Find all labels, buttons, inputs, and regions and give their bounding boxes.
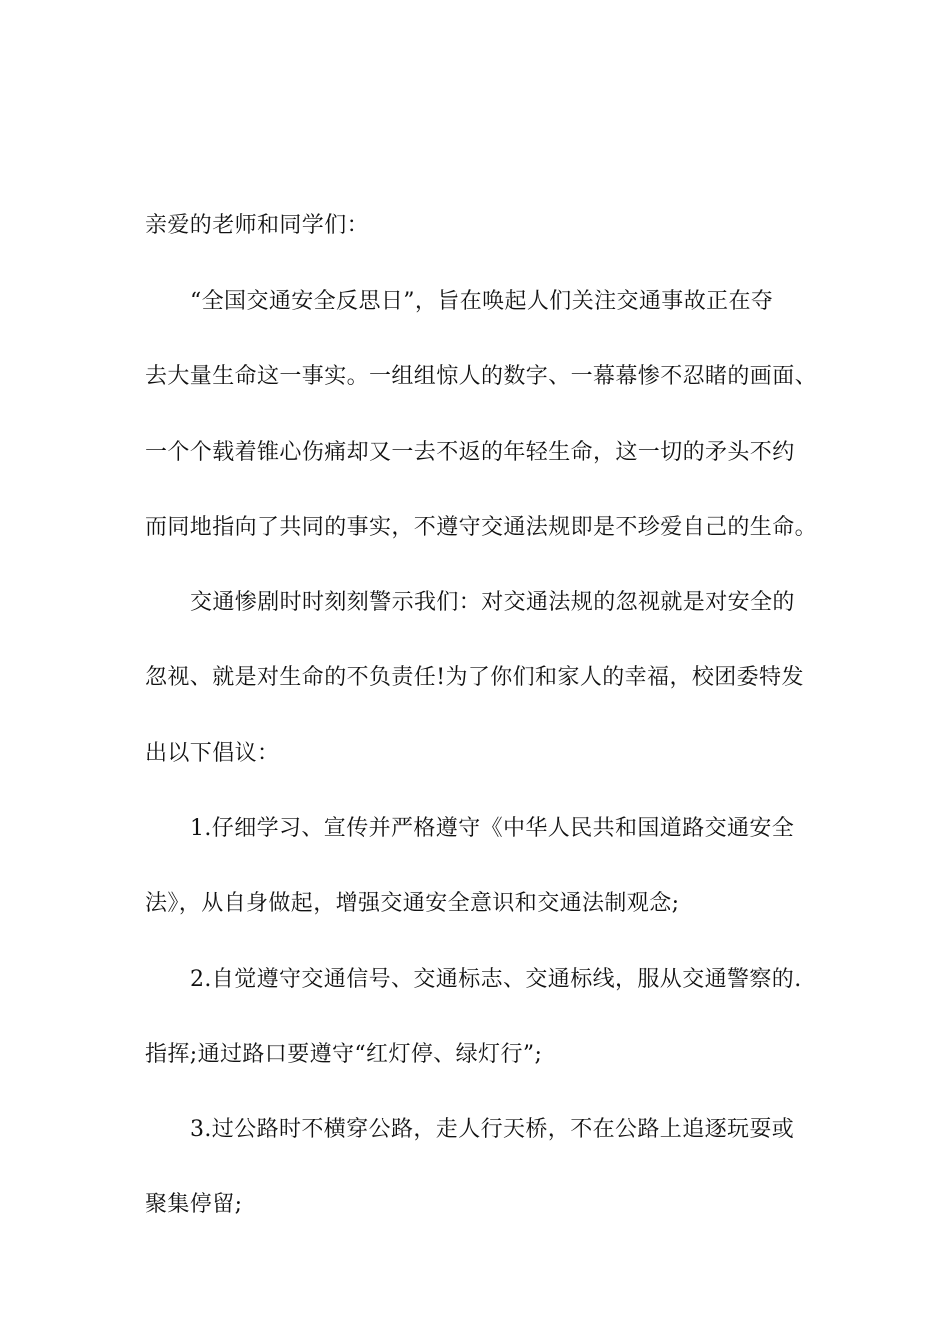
paragraph-2-line-3: 出以下倡议： [145,741,280,766]
paragraph-1-line-2: 去大量生命这一事实。一组组惊人的数字、一幕幕惨不忍睹的画面、 [145,364,818,389]
item-3-line-1: 3.过公路时不横穿公路，走人行天桥，不在公路上追逐玩耍或 [190,1117,795,1142]
paragraph-1-line-3: 一个个载着锥心伤痛却又一去不返的年轻生命，这一切的矛头不约 [145,440,795,465]
item-1-line-1: 1.仔细学习、宣传并严格遵守《中华人民共和国道路交通安全 [190,816,795,841]
paragraph-1-line-1: “全国交通安全反思日”，旨在唤起人们关注交通事故正在夺 [190,289,774,314]
paragraph-2-line-1: 交通惨剧时时刻刻警示我们：对交通法规的忽视就是对安全的 [190,590,795,615]
item-1-line-2: 法》，从自身做起，增强交通安全意识和交通法制观念; [145,891,680,916]
paragraph-2-line-2: 忽视、就是对生命的不负责任!为了你们和家人的幸福，校团委特发 [145,665,804,690]
salutation: 亲爱的老师和同学们： [145,213,370,238]
item-2-line-2: 指挥;通过路口要遵守“红灯停、绿灯行”; [145,1042,543,1067]
item-3-line-2: 聚集停留; [145,1192,243,1217]
item-2-line-1: 2.自觉遵守交通信号、交通标志、交通标线，服从交通警察的. [190,967,802,992]
paragraph-1-line-4: 而同地指向了共同的事实，不遵守交通法规即是不珍爱自己的生命。 [145,515,818,540]
